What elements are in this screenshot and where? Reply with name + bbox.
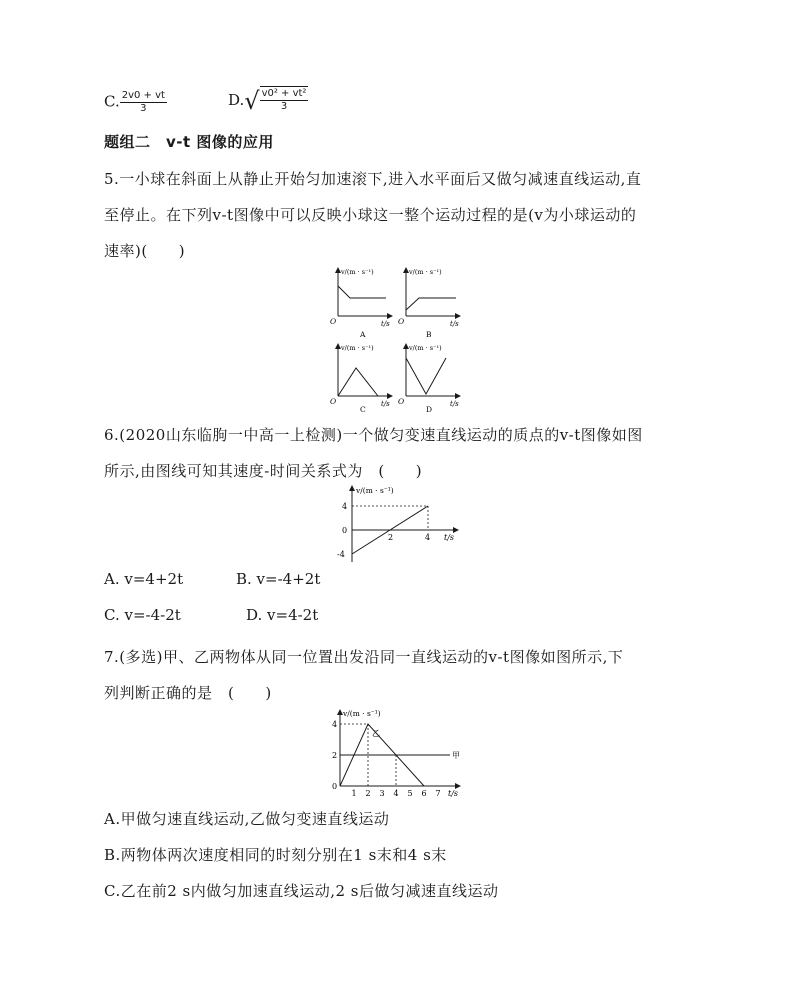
q5-b-xlabel: t/s xyxy=(450,320,459,328)
q6-ylabel: v/(m · s⁻¹) xyxy=(356,486,394,495)
q6-ytick-4: 4 xyxy=(342,502,348,511)
q5-b-ylabel: v/(m · s⁻¹) xyxy=(409,268,442,276)
q6-line-2: 所示,由图线可知其速度-时间关系式为 ( ) xyxy=(104,462,423,480)
q4-option-d-numerator: v0² + vt² xyxy=(261,88,307,99)
q4-option-c-numerator: 2v0 + vt xyxy=(121,90,165,101)
q5-c-label: C xyxy=(360,405,366,414)
q6-graph xyxy=(334,482,464,566)
q7-xlabel: t/s xyxy=(448,789,459,798)
q5-c-xlabel: t/s xyxy=(381,400,390,408)
q7-xtick-6: 6 xyxy=(421,789,427,798)
q4-option-d xyxy=(228,86,308,116)
q5-graphs xyxy=(326,264,471,414)
q7-ytick-2: 2 xyxy=(332,751,338,760)
q5-line-1: 5.一小球在斜面上从静止开始匀加速滚下,进入水平面后又做匀减速直线运动,直 xyxy=(104,170,642,188)
q5-b-origin: O xyxy=(398,317,405,326)
q5-line-2: 至停止。在下列v-t图像中可以反映小球这一整个运动过程的是(v为小球运动的 xyxy=(104,206,637,224)
q5-c-origin: O xyxy=(330,397,337,406)
q4-option-c-denominator: 3 xyxy=(140,103,147,114)
q5-d-ylabel: v/(m · s⁻¹) xyxy=(409,344,442,352)
q5-graph-b xyxy=(398,268,460,339)
q7-option-c: C.乙在前2 s内做匀加速直线运动,2 s后做匀减速直线运动 xyxy=(104,882,499,900)
q7-line-2: 列判断正确的是 ( ) xyxy=(104,684,272,702)
q6-xlabel: t/s xyxy=(444,533,455,542)
q5-d-xlabel: t/s xyxy=(450,400,459,408)
q7-label-yi: 乙 xyxy=(372,729,380,738)
q5-b-label: B xyxy=(426,330,432,339)
q4-option-d-fraction xyxy=(260,88,309,113)
q7-xtick-3: 3 xyxy=(379,789,385,798)
q7-graph xyxy=(330,706,470,802)
q4-option-c-label: C. xyxy=(104,92,120,111)
q5-a-label: A xyxy=(360,330,366,339)
q5-graph-c xyxy=(330,344,392,414)
q6-ytick-neg4: -4 xyxy=(337,550,345,559)
q5-d-origin: O xyxy=(398,397,405,406)
q7-ytick-4: 4 xyxy=(332,720,338,729)
q6-ytick-0: 0 xyxy=(342,526,348,535)
q7-line-1: 7.(多选)甲、乙两物体从同一位置出发沿同一直线运动的v-t图像如图所示,下 xyxy=(104,648,624,666)
q7-xtick-2: 2 xyxy=(365,789,371,798)
q6-option-b: B. v=-4+2t xyxy=(236,570,321,588)
q5-a-origin: O xyxy=(330,317,337,326)
q7-ylabel: v/(m · s⁻¹) xyxy=(343,709,381,718)
q4-option-d-sqrt: √ $\frac{\text{v0² + vt²}}{3}$ xyxy=(244,87,307,115)
q5-line-3: 速率)( ) xyxy=(104,242,186,260)
q5-a-ylabel: v/(m · s⁻¹) xyxy=(341,268,374,276)
q6-option-c: C. v=-4-2t xyxy=(104,606,181,624)
q7-xtick-4: 4 xyxy=(393,789,399,798)
q6-xtick-4: 4 xyxy=(425,533,431,542)
q4-option-c-fraction xyxy=(120,90,167,115)
q7-option-a: A.甲做匀速直线运动,乙做匀变速直线运动 xyxy=(104,810,390,828)
q7-label-jia: 甲 xyxy=(452,751,460,760)
q6-option-d: D. v=4-2t xyxy=(246,606,319,624)
q7-ytick-0: 0 xyxy=(332,782,338,791)
q7-xtick-1: 1 xyxy=(351,789,357,798)
q5-graph-d xyxy=(398,344,460,414)
section-title: 题组二 v-t 图像的应用 xyxy=(104,133,274,151)
q6-line-1: 6.(2020山东临朐一中高一上检测)一个做匀变速直线运动的质点的v-t图像如图 xyxy=(104,426,643,444)
q4-option-c xyxy=(104,90,167,115)
q7-xtick-7: 7 xyxy=(435,789,441,798)
q4-option-d-label: D. xyxy=(228,91,245,109)
q7-xtick-5: 5 xyxy=(407,789,413,798)
q5-a-xlabel: t/s xyxy=(381,320,390,328)
q4-option-d-denominator: 3 xyxy=(280,101,288,112)
q5-graph-a xyxy=(330,268,392,339)
q5-d-label: D xyxy=(426,405,433,414)
q5-c-ylabel: v/(m · s⁻¹) xyxy=(341,344,374,352)
q7-x-ticks xyxy=(352,789,441,798)
q7-option-b: B.两物体两次速度相同的时刻分别在1 s末和4 s末 xyxy=(104,846,447,864)
q6-option-a: A. v=4+2t xyxy=(104,570,184,588)
q6-xtick-2: 2 xyxy=(388,533,394,542)
